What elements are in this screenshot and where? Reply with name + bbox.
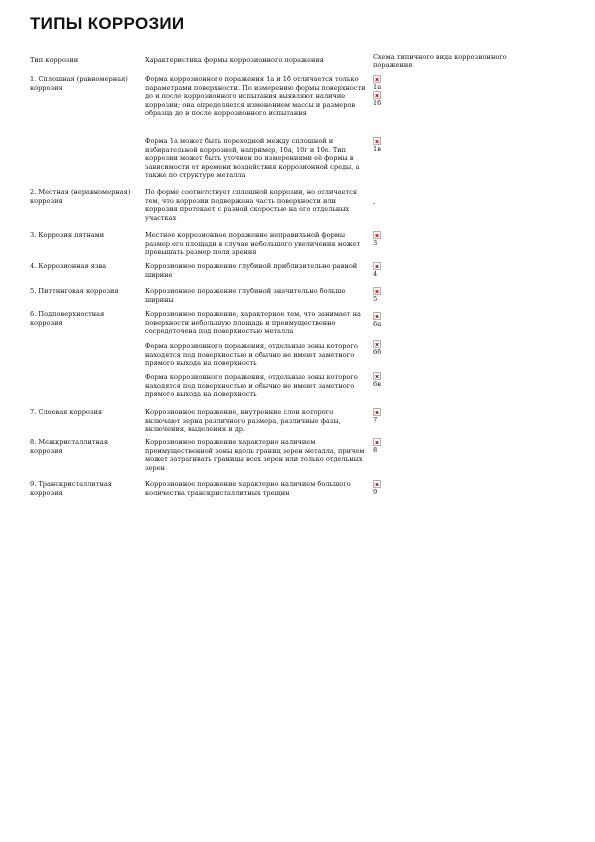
header-description: Характеристика формы коррозионного поражения (145, 56, 324, 64)
broken-image-icon (373, 372, 381, 380)
scheme-figure (373, 137, 403, 153)
broken-image-icon (373, 480, 381, 488)
corrosion-description: Форма коррозионного поражения, отдельные зоны которого находятся под поверхностью и обычно не имеют заметного прямого выхода на поверхность (145, 342, 358, 368)
broken-image-icon (373, 262, 381, 270)
scheme-figure (373, 262, 403, 278)
figure-number: 3 (373, 239, 378, 247)
corrosion-description: Коррозионное поражение характерно наличием большого количества транскристаллитных трещин (145, 480, 351, 497)
corrosion-type-label: 6. Подповерхностная коррозия (30, 310, 105, 327)
corrosion-description: Местное коррозионное поражение неправильной формы размер его площади в случае небольшого увеличения может превышать размер поля зрения (145, 231, 361, 257)
figure-number: 9 (373, 488, 378, 496)
corrosion-type-label: 9. Транскристаллитная коррозия (30, 480, 112, 497)
figure-number: 1в (373, 145, 381, 153)
corrosion-description: Коррозионное поражение, внутренние слои которого включают зерна различного размера, различные фазы, включения, выделения и др. (145, 408, 341, 434)
corrosion-description: Форма коррозионного поражения, отдельные зоны которого находятся под поверхностью и обычно не имеют заметного прямого выхода на поверхность (145, 373, 358, 399)
corrosion-description: Коррозионное поражение глубиной значительно больше ширины (145, 287, 346, 304)
broken-image-icon (373, 287, 381, 295)
header-type: Тип коррозии (30, 56, 79, 64)
scheme-figure (373, 75, 403, 107)
broken-image-icon (373, 91, 381, 99)
figure-number: 6а (373, 320, 382, 328)
corrosion-type-label: 7. Слоевая коррозия (30, 408, 103, 416)
corrosion-type-label: 8. Межкристаллитная коррозия (30, 438, 109, 455)
corrosion-description: Коррозионное поражение глубиной приблизительно равной ширине (145, 262, 358, 279)
corrosion-description: По форме соответствует сплошной коррозии, но отличается тем, что коррозии подвержена часть поверхности или коррозия протекает с разной скоростью на его отдельных участках (145, 188, 358, 222)
figure-number: 6б (373, 348, 382, 356)
header-scheme: Схема типичного вида коррозионного поражения (373, 53, 507, 69)
scheme-figure (373, 480, 403, 496)
page-title: ТИПЫ КОРРОЗИИ (30, 14, 185, 33)
corrosion-type-label: 4. Коррозионная язва (30, 262, 107, 270)
broken-image-icon (373, 438, 381, 446)
broken-image-icon (373, 408, 381, 416)
figure-number: 1а (373, 83, 382, 91)
scheme-figure (373, 340, 403, 356)
scheme-figure (373, 408, 403, 424)
corrosion-description: Форма коррозионного поражения 1а и 1б отличается только параметрами поверхности. По измерению формы поверхности до и после коррозионного испытания выявляют наличие коррозии; она определяется изменением массы и размеров образца до и после коррозионного испытания (145, 75, 366, 118)
figure-number: 7 (373, 416, 378, 424)
figure-number: 1б (373, 99, 382, 107)
corrosion-type-label: 1. Сплошная (равномерная) коррозия (30, 75, 128, 92)
scheme-figure (373, 198, 403, 206)
corrosion-description: Коррозионное поражение, характерное тем, что занимает на поверхности небольшую площадь и преимущественно сосредоточена под поверхностью металла (145, 310, 361, 336)
broken-image-icon (373, 231, 381, 239)
corrosion-type-label: 2. Местная (неравномерная) коррозия (30, 188, 131, 205)
corrosion-type-label: 3. Коррозия пятнами (30, 231, 105, 239)
broken-image-icon (373, 75, 381, 83)
corrosion-description: Форма 1а может быть переходной между сплошной и избирательной коррозией, например, 10а, 10г и 10е. Тип коррозии может быть уточнен по измерениями её формы в зависимости от времени воздействия коррозионной среды, а также по структуре металла (145, 137, 360, 180)
figure-number: 5 (373, 295, 378, 303)
figure-number: 8 (373, 446, 378, 454)
scheme-figure (373, 287, 403, 303)
figure-number: 6в (373, 380, 381, 388)
scheme-figure (373, 312, 403, 328)
corrosion-type-label: 5. Питтинговая коррозия (30, 287, 119, 295)
scheme-figure (373, 372, 403, 388)
figure-number: . (373, 197, 376, 206)
scheme-figure (373, 438, 403, 454)
corrosion-description: Коррозионное поражение характерно наличием преимущественной зоны вдоль границ зерен металла, причем может затрагивать границы всех зерен или только отдельных зерен (145, 438, 365, 472)
figure-number: 4 (373, 270, 378, 278)
broken-image-icon (373, 312, 381, 320)
broken-image-icon (373, 340, 381, 348)
broken-image-icon (373, 137, 381, 145)
scheme-figure (373, 231, 403, 247)
